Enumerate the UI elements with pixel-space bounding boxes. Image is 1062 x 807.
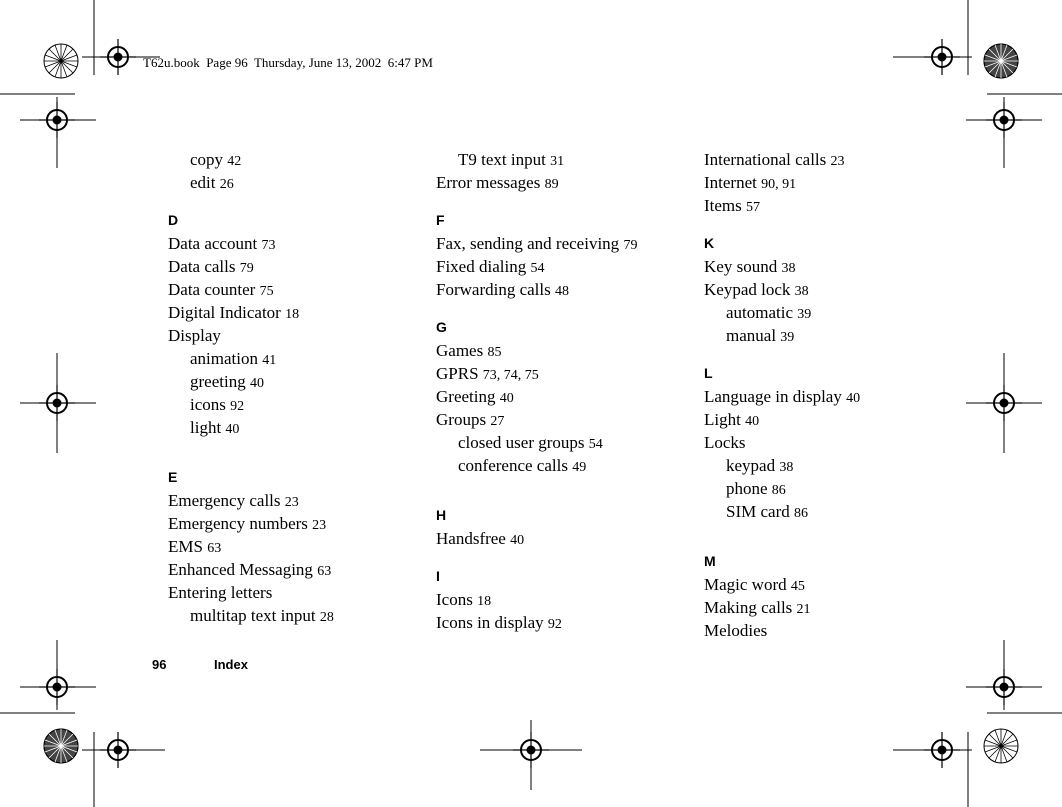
index-subentry bbox=[168, 416, 428, 439]
index-subentry bbox=[436, 454, 696, 477]
index-term: EMS bbox=[168, 537, 203, 556]
index-term: Language in display bbox=[704, 387, 842, 406]
index-letter-heading: I bbox=[436, 568, 440, 584]
index-term: icons bbox=[190, 395, 226, 414]
index-term: Data account bbox=[168, 234, 258, 253]
index-page-refs: 38 bbox=[781, 261, 796, 276]
index-entry bbox=[704, 431, 964, 454]
index-entry bbox=[704, 194, 964, 217]
index-page-refs: 40 bbox=[225, 422, 240, 437]
index-subentry bbox=[168, 604, 428, 627]
index-subentry bbox=[704, 454, 964, 477]
spacer bbox=[436, 477, 696, 489]
index-page-refs: 42 bbox=[227, 154, 242, 169]
index-entry bbox=[704, 385, 964, 408]
index-subentry bbox=[436, 148, 696, 171]
index-page-refs: 75 bbox=[259, 284, 274, 299]
index-subentry bbox=[168, 347, 428, 370]
index-entry bbox=[704, 171, 964, 194]
index-page-refs: 86 bbox=[793, 506, 808, 521]
index-page-refs: 92 bbox=[547, 617, 562, 632]
index-page-refs: 73 bbox=[261, 238, 276, 253]
index-term: Groups bbox=[436, 410, 487, 429]
spacer bbox=[168, 439, 428, 451]
index-term: keypad bbox=[726, 456, 776, 475]
index-term: edit bbox=[190, 173, 216, 192]
index-subentry bbox=[168, 171, 428, 194]
index-term: Entering letters bbox=[168, 583, 273, 602]
index-page-refs: 40 bbox=[499, 391, 514, 406]
index-term: multitap text input bbox=[190, 606, 316, 625]
index-page-refs: 48 bbox=[554, 284, 569, 299]
index-entry bbox=[436, 362, 696, 385]
index-term: Forwarding calls bbox=[436, 280, 551, 299]
index-page-refs: 89 bbox=[544, 177, 559, 192]
index-entry bbox=[436, 588, 696, 611]
index-term: International calls bbox=[704, 150, 827, 169]
index-page-refs: 90, 91 bbox=[761, 177, 797, 192]
index-page-refs: 63 bbox=[207, 541, 222, 556]
index-term: Melodies bbox=[704, 621, 768, 640]
index-subentry bbox=[704, 500, 964, 523]
index-term: Locks bbox=[704, 433, 746, 452]
index-term: T9 text input bbox=[458, 150, 546, 169]
index-entry bbox=[168, 535, 428, 558]
index-subentry bbox=[704, 301, 964, 324]
index-letter-heading: G bbox=[436, 319, 447, 335]
index-term: Data counter bbox=[168, 280, 256, 299]
index-term: greeting bbox=[190, 372, 246, 391]
index-term: Digital Indicator bbox=[168, 303, 281, 322]
index-entry bbox=[168, 301, 428, 324]
index-page-refs: 49 bbox=[572, 460, 587, 475]
index-entry bbox=[436, 339, 696, 362]
index-entry bbox=[168, 489, 428, 512]
index-letter-heading: E bbox=[168, 469, 178, 485]
index-page-refs: 23 bbox=[830, 154, 845, 169]
index-term: manual bbox=[726, 326, 777, 345]
index-page-refs: 54 bbox=[588, 437, 603, 452]
index-page-refs: 86 bbox=[771, 483, 786, 498]
print-header: T62u.book Page 96 Thursday, June 13, 2002 6:47 PM bbox=[143, 55, 433, 70]
index-subentry bbox=[168, 148, 428, 171]
index-page-refs: 39 bbox=[780, 330, 795, 345]
index-entry bbox=[436, 611, 696, 634]
index-term: Fixed dialing bbox=[436, 257, 527, 276]
index-term: Error messages bbox=[436, 173, 541, 192]
index-page-refs: 54 bbox=[530, 261, 545, 276]
index-term: SIM card bbox=[726, 502, 790, 521]
index-term: Emergency numbers bbox=[168, 514, 308, 533]
index-page-refs: 18 bbox=[477, 594, 492, 609]
index-letter-heading: F bbox=[436, 212, 445, 228]
index-letter-heading: H bbox=[436, 507, 447, 523]
index-letter-heading: M bbox=[704, 553, 716, 569]
index-subentry bbox=[168, 370, 428, 393]
index-term: Greeting bbox=[436, 387, 496, 406]
index-term: Fax, sending and receiving bbox=[436, 234, 620, 253]
index-term: light bbox=[190, 418, 222, 437]
index-term: Magic word bbox=[704, 575, 787, 594]
index-entry bbox=[436, 171, 696, 194]
index-page-refs: 41 bbox=[262, 353, 277, 368]
index-term: Icons in display bbox=[436, 613, 544, 632]
index-column-1 bbox=[168, 148, 428, 627]
index-term: Handsfree bbox=[436, 529, 506, 548]
index-term: Items bbox=[704, 196, 742, 215]
index-entry bbox=[168, 324, 428, 347]
index-term: Light bbox=[704, 410, 741, 429]
index-page-refs: 23 bbox=[312, 518, 327, 533]
index-page-refs: 40 bbox=[510, 533, 525, 548]
index-letter-heading: K bbox=[704, 235, 715, 251]
index-entry bbox=[436, 255, 696, 278]
index-entry bbox=[436, 232, 696, 255]
index-entry bbox=[168, 558, 428, 581]
index-entry bbox=[704, 148, 964, 171]
index-column-2 bbox=[436, 148, 696, 634]
index-page-refs: 31 bbox=[550, 154, 565, 169]
index-term: Display bbox=[168, 326, 221, 345]
index-page-refs: 40 bbox=[745, 414, 760, 429]
index-entry bbox=[168, 232, 428, 255]
index-letter-heading: L bbox=[704, 365, 713, 381]
index-column-3 bbox=[704, 148, 964, 642]
index-page-refs: 39 bbox=[797, 307, 812, 322]
index-entry bbox=[436, 408, 696, 431]
index-page-refs: 40 bbox=[846, 391, 861, 406]
index-term: Key sound bbox=[704, 257, 778, 276]
index-page-refs: 79 bbox=[239, 261, 254, 276]
index-page-refs: 26 bbox=[219, 177, 234, 192]
index-page-refs: 38 bbox=[779, 460, 794, 475]
index-page-refs: 57 bbox=[746, 200, 761, 215]
index-term: Enhanced Messaging bbox=[168, 560, 313, 579]
index-term: Data calls bbox=[168, 257, 236, 276]
index-subentry bbox=[704, 477, 964, 500]
index-entry bbox=[436, 527, 696, 550]
index-page-refs: 27 bbox=[490, 414, 505, 429]
index-term: copy bbox=[190, 150, 224, 169]
index-subentry bbox=[704, 324, 964, 347]
index-term: conference calls bbox=[458, 456, 568, 475]
index-term: automatic bbox=[726, 303, 794, 322]
index-term: Internet bbox=[704, 173, 757, 192]
index-subentry bbox=[436, 431, 696, 454]
index-entry bbox=[168, 581, 428, 604]
index-entry bbox=[436, 278, 696, 301]
index-letter-heading: D bbox=[168, 212, 179, 228]
section-title: Index bbox=[214, 657, 248, 672]
index-page-refs: 38 bbox=[794, 284, 809, 299]
index-entry bbox=[704, 408, 964, 431]
index-entry bbox=[168, 278, 428, 301]
index-page-refs: 79 bbox=[623, 238, 638, 253]
index-term: Making calls bbox=[704, 598, 793, 617]
index-page-refs: 18 bbox=[285, 307, 300, 322]
index-entry bbox=[704, 619, 964, 642]
index-page-refs: 23 bbox=[284, 495, 299, 510]
page-footer bbox=[152, 657, 248, 672]
index-subentry bbox=[168, 393, 428, 416]
index-entry bbox=[704, 255, 964, 278]
page-number: 96 bbox=[152, 657, 167, 672]
index-term: phone bbox=[726, 479, 768, 498]
index-page-refs: 28 bbox=[319, 610, 334, 625]
spacer bbox=[704, 523, 964, 535]
index-entry bbox=[168, 255, 428, 278]
index-entry bbox=[704, 573, 964, 596]
index-page-refs: 73, 74, 75 bbox=[482, 368, 539, 383]
index-term: Games bbox=[436, 341, 484, 360]
index-term: Keypad lock bbox=[704, 280, 791, 299]
index-term: GPRS bbox=[436, 364, 479, 383]
index-term: closed user groups bbox=[458, 433, 585, 452]
index-entry bbox=[436, 385, 696, 408]
index-entry bbox=[168, 512, 428, 535]
index-entry bbox=[704, 278, 964, 301]
index-term: Emergency calls bbox=[168, 491, 281, 510]
index-page-refs: 21 bbox=[796, 602, 811, 617]
index-page-refs: 63 bbox=[317, 564, 332, 579]
index-page-refs: 40 bbox=[249, 376, 264, 391]
index-term: animation bbox=[190, 349, 258, 368]
index-page-refs: 45 bbox=[790, 579, 805, 594]
index-page-refs: 92 bbox=[230, 399, 245, 414]
index-term: Icons bbox=[436, 590, 473, 609]
index-page-refs: 85 bbox=[487, 345, 502, 360]
index-entry bbox=[704, 596, 964, 619]
